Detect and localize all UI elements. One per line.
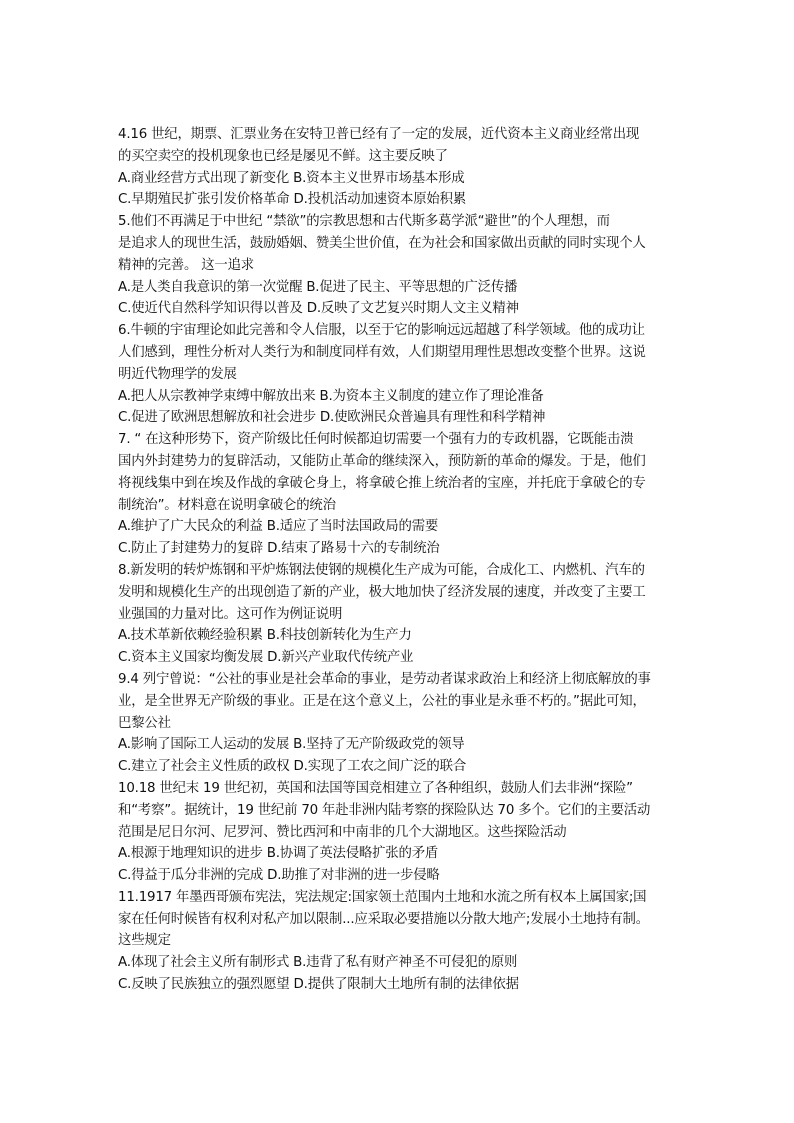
option-line: C.早期殖民扩张引发价格革命 D.投机活动加速资本原始积累 bbox=[118, 192, 467, 208]
option-line: C.促进了欧洲思想解放和社会进步 D.使欧洲民众普遍具有理性和科学精神 bbox=[118, 410, 546, 426]
question-6 bbox=[118, 320, 690, 429]
question-stem-line: 家在任何时候皆有权利对私产加以限制...应采取必要措施以分散大地产;发展小土地持有制。 bbox=[118, 911, 649, 927]
option-line: C.防止了封建势力的复辟 D.结束了路易十六的专制统治 bbox=[118, 541, 440, 557]
option-line: A.商业经营方式出现了新变化 B.资本主义世界市场基本形成 bbox=[118, 170, 465, 186]
question-4 bbox=[118, 124, 690, 211]
option-line: C.得益于瓜分非洲的完成 D.助推了对非洲的进一步侵略 bbox=[118, 868, 440, 884]
question-11 bbox=[118, 887, 690, 996]
question-stem-line: 这些规定 bbox=[118, 933, 171, 949]
option-line: C.资本主义国家均衡发展 D.新兴产业取代传统产业 bbox=[118, 650, 414, 666]
question-stem-line: 11.1917 年墨西哥颁布宪法，宪法规定:国家领土范围内土地和水流之所有权本上属国家;国 bbox=[118, 889, 647, 905]
question-stem-line: 8.新发明的转炉炼钢和平炉炼钢法使钢的规模化生产成为可能，合成化工、内燃机、汽车的 bbox=[118, 562, 645, 578]
option-line: A.根源于地理知识的进步 B.协调了英法侵略扩张的矛盾 bbox=[118, 846, 439, 862]
question-10 bbox=[118, 778, 690, 887]
question-9 bbox=[118, 669, 690, 778]
question-stem-line: 明近代物理学的发展 bbox=[118, 366, 237, 382]
question-stem-line: 10.18 世纪末 19 世纪初，英国和法国等国竞相建立了各种组织，鼓励人们去非洲“探险” bbox=[118, 780, 633, 796]
option-line: C.使近代自然科学知识得以普及 D.反映了文艺复兴时期人文主义精神 bbox=[118, 301, 519, 317]
option-line: A.是人类自我意识的第一次觉醒 B.促进了民主、平等思想的广泛传播 bbox=[118, 279, 518, 295]
option-line: A.影响了国际工人运动的发展 B.坚持了无产阶级政党的领导 bbox=[118, 737, 465, 753]
question-stem-line: 发明和规模化生产的出现创造了新的产业，极大地加快了经济发展的速度，并改变了主要工 bbox=[118, 584, 646, 600]
question-stem-line: 4.16 世纪，期票、汇票业务在安特卫普已经有了一定的发展，近代资本主义商业经常出现 bbox=[118, 127, 640, 142]
option-line: A.维护了广大民众的利益 B.适应了当时法国政局的需要 bbox=[118, 519, 439, 535]
question-stem-line: 制统治”。材料意在说明拿破仑的统治 bbox=[118, 497, 336, 513]
question-stem-line: 7. “ 在这种形势下，资产阶级比任何时候都迫切需要一个强有力的专政机器，它既能击溃 bbox=[118, 432, 634, 448]
question-stem-line: 业强国的力量对比。这可作为例证说明 bbox=[118, 606, 343, 622]
option-line: C.反映了民族独立的强烈愿望 D.提供了限制大土地所有制的法律依据 bbox=[118, 977, 519, 993]
option-line: C.建立了社会主义性质的政权 D.实现了工农之间广泛的联合 bbox=[118, 759, 467, 775]
exam-page bbox=[118, 124, 690, 996]
question-stem-line: 5.他们不再满足于中世纪 “禁欲”的宗教思想和古代斯多葛学派“避世”的个人理想，而 bbox=[118, 214, 610, 230]
question-stem-line: 的买空卖空的投机现象也已经是屡见不鲜。这主要反映了 bbox=[118, 148, 448, 164]
question-stem-line: 人们感到，理性分析对人类行为和制度同样有效，人们期望用理性思想改变整个世界。这说 bbox=[118, 344, 646, 360]
question-stem-line: 范围是尼日尔河、尼罗河、赞比西河和中南非的几个大湖地区。这些探险活动 bbox=[118, 824, 567, 840]
option-line: A.把人从宗教神学束缚中解放出来 B.为资本主义制度的建立作了理论准备 bbox=[118, 388, 544, 404]
question-5 bbox=[118, 211, 690, 320]
option-line: A.体现了社会主义所有制形式 B.违背了私有财产神圣不可侵犯的原则 bbox=[118, 955, 518, 971]
question-stem-line: 国内外封建势力的复辟活动，又能防止革命的继续深入，预防新的革命的爆发。于是，他们 bbox=[118, 453, 646, 469]
question-stem-line: 6.牛顿的宇宙理论如此完善和令人信服，以至于它的影响远远超越了科学领域。他的成功让 bbox=[118, 323, 645, 339]
question-stem-line: 巴黎公社 bbox=[118, 715, 171, 731]
question-stem-line: 将视线集中到在埃及作战的拿破仑身上，将拿破仑推上统治者的宝座，并托庇于拿破仑的专 bbox=[118, 475, 646, 491]
question-8 bbox=[118, 560, 690, 669]
question-stem-line: 和“考察”。据统计，19 世纪前 70 年赴非洲内陆考察的探险队达 70 多个。它们的主要活动 bbox=[118, 802, 651, 818]
question-stem-line: 是追求人的现世生活，鼓励婚姻、赞美尘世价值，在为社会和国家做出贡献的同时实现个人 bbox=[118, 235, 646, 251]
question-stem-line: 业，是全世界无产阶级的事业。正是在这个意义上，公社的事业是永垂不朽的。”据此可知， bbox=[118, 693, 646, 709]
question-stem-line: 9.4 列宁曾说：“公社的事业是社会革命的事业，是劳动者谋求政治上和经济上彻底解放的事 bbox=[118, 671, 651, 687]
option-line: A.技术革新依赖经验积累 B.科技创新转化为生产力 bbox=[118, 628, 412, 644]
question-stem-line: 精神的完善。 这一追求 bbox=[118, 257, 254, 273]
question-7 bbox=[118, 429, 690, 560]
